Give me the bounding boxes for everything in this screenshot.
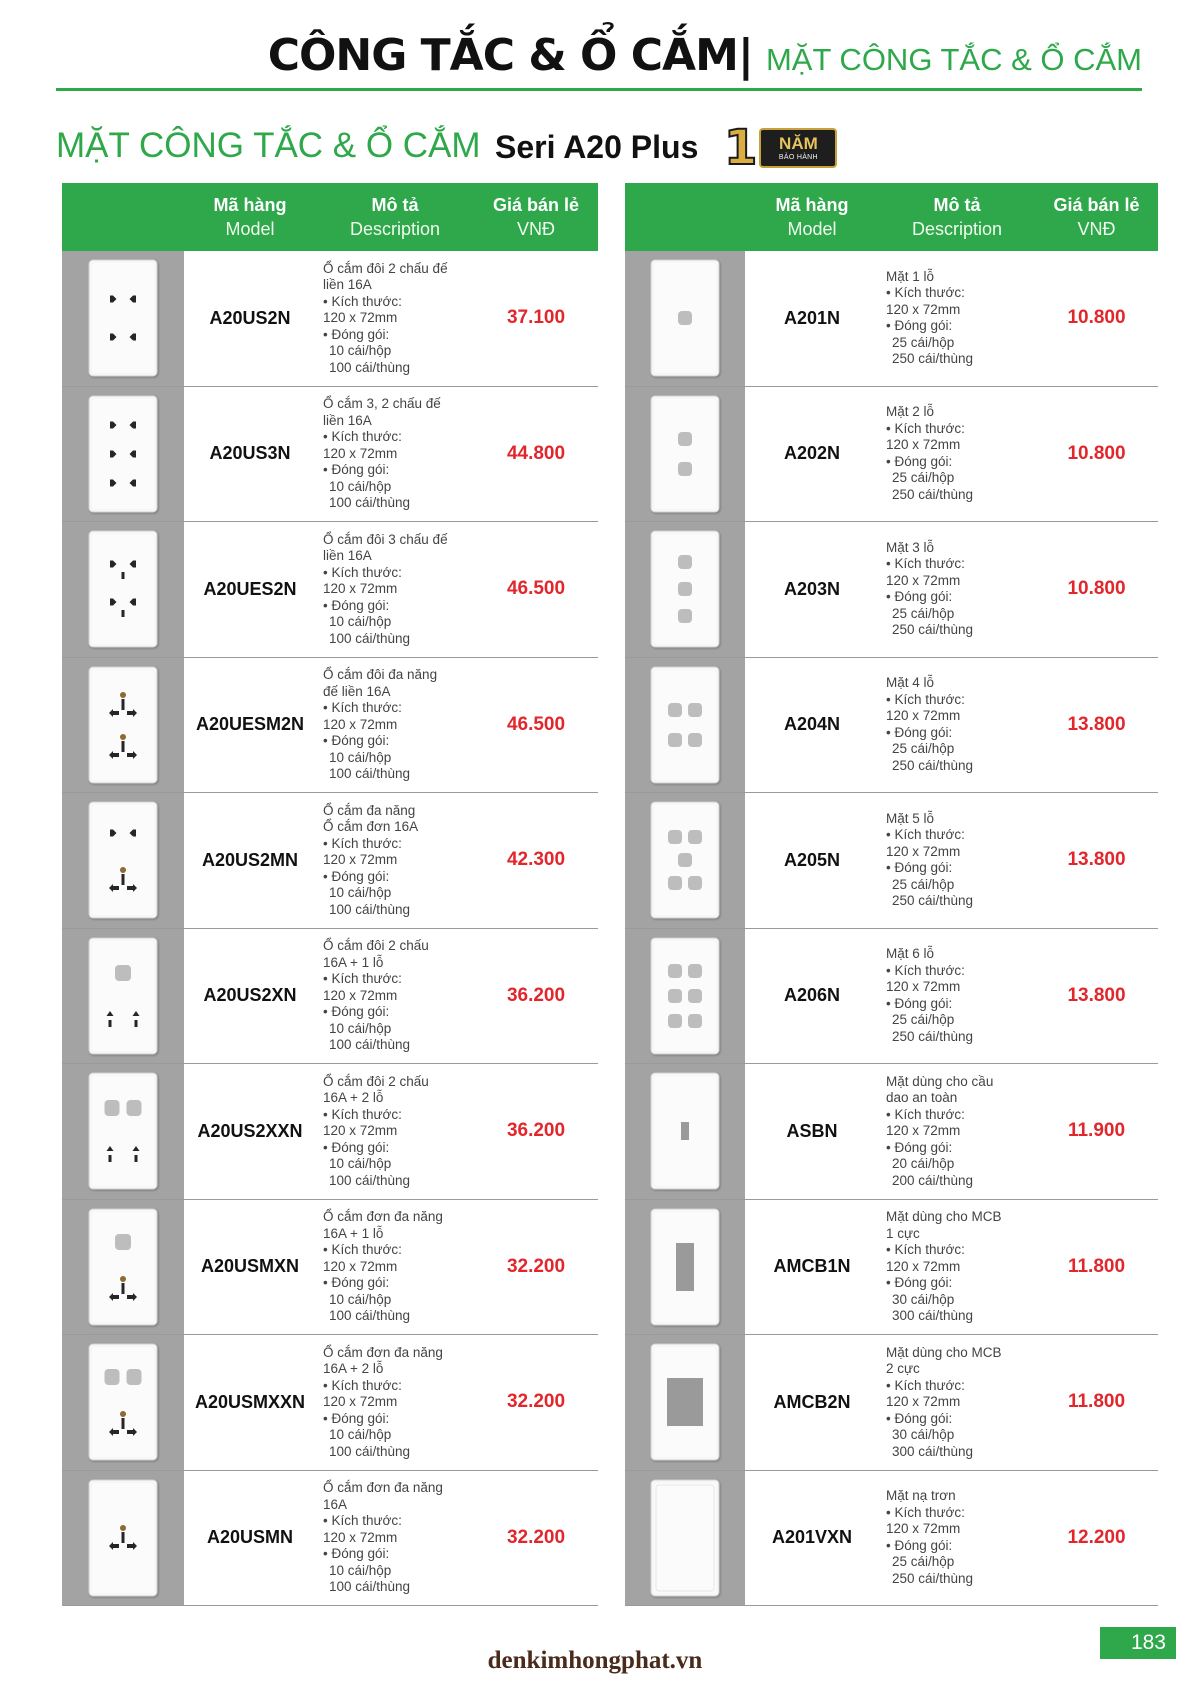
description-title-line: 16A + 1 lỗ: [323, 954, 384, 970]
size-label: • Kích thước:: [323, 835, 402, 851]
retail-price: 36.200: [506, 984, 566, 1006]
plate-5-hole-image: [650, 801, 720, 919]
packing-value: 100 cái/thùng: [329, 495, 411, 510]
description-title-line: Ổ cắm đa năng: [323, 802, 416, 818]
packing-value: 100 cái/thùng: [329, 1443, 411, 1459]
retail-price: 42.300: [506, 849, 566, 871]
retail-price: 13.800: [1067, 849, 1126, 871]
packing-value: 300 cái/thùng: [892, 1443, 974, 1459]
retail-price: 10.800: [1067, 307, 1126, 329]
page-number: 183: [1100, 1627, 1176, 1659]
image-column-header: [62, 183, 184, 251]
packing-value: 25 cái/hộp: [892, 605, 955, 621]
table-row: [62, 929, 598, 1065]
model-code: AMCB2N: [773, 1391, 851, 1412]
product-description: [316, 1200, 474, 1335]
header-divider: [56, 88, 1142, 91]
packing-value: 200 cái/thùng: [892, 1172, 974, 1188]
socket-2pin-x3-image: [88, 395, 158, 513]
product-description: [879, 522, 1035, 657]
product-image-cell: [625, 658, 745, 793]
table-body: [625, 251, 1158, 1606]
retail-price: 32.200: [506, 1391, 566, 1413]
title-separator: |: [737, 30, 754, 81]
model-code: A20USMN: [206, 1527, 294, 1548]
description-title-line: Ổ cắm đôi 2 chấu đế: [323, 260, 448, 276]
description-title-line: Mặt 2 lỗ: [886, 404, 935, 420]
table-row: [625, 658, 1158, 794]
description-title-line: Ổ cắm đơn đa năng: [323, 1480, 443, 1495]
product-description: [879, 1064, 1035, 1199]
packing-value: 25 cái/hộp: [892, 876, 955, 892]
model-code: A20US3N: [209, 443, 291, 464]
model-code: A20USMXXN: [194, 1391, 306, 1412]
warranty-years: 1: [724, 120, 758, 176]
model-column-header: [745, 183, 879, 251]
model-code: A201N: [783, 307, 841, 328]
retail-price: 11.900: [1067, 1120, 1126, 1142]
model-code: A20US2XN: [203, 985, 297, 1006]
plate-6-hole-image: [650, 937, 720, 1055]
model-header: Mã hàng: [775, 195, 849, 215]
description-title-line: dao an toàn: [886, 1090, 958, 1105]
size-label: • Kích thước:: [886, 1377, 965, 1393]
table-row: [625, 522, 1158, 658]
retail-price: 10.800: [1067, 578, 1126, 600]
packing-label: • Đóng gói:: [323, 462, 390, 477]
packing-value: 25 cái/hộp: [892, 334, 955, 350]
table-row: [62, 1471, 598, 1607]
size-value: 120 x 72mm: [886, 572, 961, 588]
size-value: 120 x 72mm: [886, 708, 961, 724]
packing-value: 250 cái/thùng: [892, 486, 974, 502]
socket-universal-2hole-image: [88, 1343, 158, 1461]
description-title-line: Mặt 1 lỗ: [886, 268, 935, 284]
size-value: 120 x 72mm: [323, 716, 398, 732]
packing-value: 250 cái/thùng: [892, 1028, 974, 1044]
packing-value: 10 cái/hộp: [329, 343, 392, 358]
description-title-line: Ổ cắm đôi 2 chấu: [323, 938, 429, 953]
size-value: 120 x 72mm: [323, 987, 398, 1003]
retail-price: 37.100: [506, 307, 566, 329]
table-row: [625, 1471, 1158, 1607]
table-row: [625, 929, 1158, 1065]
packing-value: 100 cái/thùng: [329, 359, 411, 375]
model-code: A20US2XXN: [197, 1120, 303, 1141]
packing-value: 10 cái/hộp: [329, 1291, 392, 1307]
product-description: [879, 793, 1035, 928]
table-body: [62, 251, 598, 1606]
retail-price: 46.500: [506, 713, 566, 735]
description-title-line: 16A + 2 lỗ: [323, 1361, 384, 1376]
size-label: • Kích thước:: [886, 827, 965, 843]
description-title-line: Ổ cắm đôi 2 chấu: [323, 1073, 429, 1089]
model-header-en: Model: [225, 219, 275, 239]
product-description: [879, 1200, 1035, 1335]
packing-label: • Đóng gói:: [323, 733, 390, 748]
size-label: • Kích thước:: [323, 293, 402, 309]
model-code: A20US2N: [209, 307, 291, 328]
socket-2pin-universal-image: [88, 801, 158, 919]
product-image-cell: [625, 1064, 745, 1199]
product-description: [316, 1471, 474, 1606]
table-row: [62, 251, 598, 387]
model-code: A20US2MN: [201, 849, 299, 870]
size-value: 120 x 72mm: [323, 581, 398, 596]
size-value: 120 x 72mm: [886, 979, 961, 995]
size-value: 120 x 72mm: [886, 1258, 961, 1274]
page-header: [268, 30, 1142, 81]
product-image-cell: [625, 793, 745, 928]
table-row: [62, 387, 598, 523]
packing-label: • Đóng gói:: [323, 1004, 390, 1019]
packing-label: • Đóng gói:: [323, 1410, 390, 1426]
size-value: 120 x 72mm: [886, 1521, 961, 1537]
packing-label: • Đóng gói:: [886, 1410, 953, 1426]
size-label: • Kích thước:: [323, 971, 402, 986]
description-title-line: Mặt nạ trơn: [886, 1488, 956, 1504]
retail-price: 44.800: [506, 442, 566, 464]
product-image-cell: [625, 1471, 745, 1606]
socket-universal-1hole-image: [88, 1208, 158, 1326]
size-label: • Kích thước:: [323, 429, 402, 444]
size-value: 120 x 72mm: [886, 1123, 961, 1138]
packing-label: • Đóng gói:: [886, 724, 953, 740]
table-header: [625, 183, 1158, 251]
size-value: 120 x 72mm: [886, 301, 961, 317]
table-row: [625, 1200, 1158, 1336]
description-title-line: Mặt dùng cho MCB: [886, 1209, 1002, 1224]
product-description: [879, 387, 1035, 522]
plate-blank-image: [650, 1479, 720, 1597]
product-description: [879, 251, 1035, 386]
model-code: A203N: [783, 578, 841, 599]
description-title-line: 1 cực: [886, 1225, 920, 1241]
size-value: 120 x 72mm: [323, 310, 398, 325]
packing-label: • Đóng gói:: [886, 318, 953, 334]
product-image-cell: [625, 1335, 745, 1470]
packing-label: • Đóng gói:: [323, 868, 390, 884]
packing-value: 30 cái/hộp: [892, 1427, 955, 1442]
product-image-cell: [62, 1471, 184, 1606]
description-title-line: Mặt 3 lỗ: [886, 539, 935, 555]
image-column-header: [625, 183, 745, 251]
product-description: [879, 1335, 1035, 1470]
retail-price: 12.200: [1067, 1526, 1126, 1548]
description-column-header: [879, 183, 1035, 251]
size-value: 120 x 72mm: [323, 1123, 398, 1138]
price-column-header: [474, 183, 598, 251]
plate-mcb-1-image: [650, 1208, 720, 1326]
packing-label: • Đóng gói:: [323, 1139, 390, 1155]
packing-value: 10 cái/hộp: [329, 885, 392, 900]
warranty-badge: [724, 120, 837, 176]
product-image-cell: [62, 929, 184, 1064]
retail-price: 46.500: [506, 578, 566, 600]
size-label: • Kích thước:: [323, 1377, 402, 1393]
packing-value: 25 cái/hộp: [892, 741, 955, 757]
model-code: AMCB1N: [773, 1256, 851, 1277]
packing-label: • Đóng gói:: [323, 597, 390, 613]
description-title-line: liền 16A: [323, 412, 372, 428]
packing-value: 10 cái/hộp: [329, 614, 392, 629]
table-row: [625, 1335, 1158, 1471]
price-header-currency: VNĐ: [1077, 219, 1116, 239]
warranty-box: [759, 128, 837, 168]
description-title-line: Mặt 6 lỗ: [886, 946, 935, 962]
product-image-cell: [62, 658, 184, 793]
packing-value: 100 cái/thùng: [329, 901, 411, 917]
packing-value: 25 cái/hộp: [892, 470, 955, 486]
price-header: Giá bán lẻ: [492, 195, 580, 215]
description-title-line: 16A: [323, 1496, 348, 1512]
size-value: 120 x 72mm: [886, 1394, 961, 1409]
packing-label: • Đóng gói:: [886, 995, 953, 1011]
description-title-line: Ổ cắm đơn đa năng: [323, 1209, 443, 1224]
packing-value: 100 cái/thùng: [329, 1579, 411, 1594]
size-value: 120 x 72mm: [886, 843, 961, 859]
product-description: [316, 251, 474, 386]
size-label: • Kích thước:: [886, 420, 965, 436]
packing-value: 10 cái/hộp: [329, 1020, 392, 1036]
packing-value: 100 cái/thùng: [329, 630, 411, 646]
product-image-cell: [62, 522, 184, 657]
retail-price: 32.200: [506, 1526, 566, 1548]
description-column-header: [316, 183, 474, 251]
plate-4-hole-image: [650, 666, 720, 784]
packing-value: 250 cái/thùng: [892, 757, 974, 773]
product-table-right: [625, 183, 1158, 1606]
size-label: • Kích thước:: [886, 1504, 965, 1520]
size-value: 120 x 72mm: [323, 852, 398, 867]
product-description: [316, 1335, 474, 1470]
model-code: A206N: [783, 985, 841, 1006]
packing-value: 250 cái/thùng: [892, 622, 974, 638]
packing-value: 250 cái/thùng: [892, 351, 974, 367]
section-title: MẶT CÔNG TẮC & Ổ CẮM: [56, 126, 481, 165]
product-image-cell: [625, 251, 745, 386]
packing-value: 10 cái/hộp: [329, 478, 392, 494]
site-watermark: denkimhongphat.vn: [487, 1647, 703, 1674]
size-value: 120 x 72mm: [323, 1394, 398, 1409]
description-title-line: Mặt 5 lỗ: [886, 810, 935, 826]
product-image-cell: [625, 929, 745, 1064]
model-header: Mã hàng: [213, 195, 287, 215]
packing-value: 100 cái/thùng: [329, 1308, 411, 1323]
packing-label: • Đóng gói:: [323, 326, 390, 342]
size-value: 120 x 72mm: [323, 1258, 398, 1274]
product-description: [316, 929, 474, 1064]
product-description: [316, 387, 474, 522]
category-subtitle: MẶT CÔNG TẮC & Ổ CẮM: [765, 42, 1142, 77]
packing-value: 20 cái/hộp: [892, 1156, 955, 1171]
table-row: [62, 793, 598, 929]
product-image-cell: [62, 1200, 184, 1335]
packing-label: • Đóng gói:: [886, 1275, 953, 1290]
model-code: A20USMXN: [200, 1256, 300, 1277]
socket-3pin-x2-image: [88, 530, 158, 648]
description-header-en: Description: [911, 219, 1003, 239]
description-title-line: 2 cực: [886, 1361, 920, 1376]
packing-value: 30 cái/hộp: [892, 1291, 955, 1307]
product-description: [316, 522, 474, 657]
size-value: 120 x 72mm: [323, 1529, 398, 1545]
model-code: A20UES2N: [203, 578, 297, 599]
product-image-cell: [625, 522, 745, 657]
size-label: • Kích thước:: [886, 1106, 965, 1122]
table-row: [62, 522, 598, 658]
warranty-label: BẢO HÀNH: [778, 153, 818, 161]
description-title-line: Ổ cắm đôi đa năng: [323, 667, 438, 682]
retail-price: 32.200: [506, 1255, 566, 1277]
packing-value: 100 cái/thùng: [329, 1037, 411, 1052]
product-image-cell: [62, 251, 184, 386]
plate-mcb-2-image: [650, 1343, 720, 1461]
retail-price: 13.800: [1067, 713, 1126, 735]
description-title-line: Ổ cắm đôi 3 chấu đế: [323, 531, 448, 547]
packing-value: 10 cái/hộp: [329, 1156, 392, 1171]
size-label: • Kích thước:: [323, 1513, 402, 1528]
table-row: [625, 793, 1158, 929]
plate-1-hole-image: [650, 259, 720, 377]
retail-price: 10.800: [1067, 442, 1126, 464]
table-row: [62, 1200, 598, 1336]
size-label: • Kích thước:: [323, 1242, 402, 1257]
retail-price: 11.800: [1067, 1255, 1126, 1277]
size-label: • Kích thước:: [886, 1242, 965, 1257]
warranty-unit: NĂM: [779, 133, 818, 153]
description-title-line: liền 16A: [323, 277, 372, 292]
size-label: • Kích thước:: [886, 691, 965, 707]
packing-label: • Đóng gói:: [886, 589, 953, 605]
description-title-line: Mặt dùng cho MCB: [886, 1344, 1002, 1360]
size-label: • Kích thước:: [323, 564, 402, 580]
table-row: [62, 658, 598, 794]
product-description: [879, 1471, 1035, 1606]
retail-price: 13.800: [1067, 984, 1126, 1006]
socket-2pin-x2-image: [88, 259, 158, 377]
description-header: Mô tả: [933, 195, 981, 215]
model-code: A20UESM2N: [195, 714, 305, 735]
packing-value: 10 cái/hộp: [329, 1562, 392, 1578]
description-title-line: Mặt 4 lỗ: [886, 675, 935, 691]
retail-price: 36.200: [506, 1120, 566, 1142]
model-code: A204N: [783, 714, 841, 735]
size-label: • Kích thước:: [886, 285, 965, 301]
description-title-line: Ổ cắm đơn đa năng: [323, 1344, 443, 1360]
product-description: [316, 1064, 474, 1199]
table-row: [625, 1064, 1158, 1200]
price-header: Giá bán lẻ: [1053, 195, 1140, 215]
socket-universal-single-image: [88, 1479, 158, 1597]
model-column-header: [184, 183, 316, 251]
product-image-cell: [62, 387, 184, 522]
size-value: 120 x 72mm: [323, 445, 398, 461]
product-description: [316, 658, 474, 793]
packing-value: 10 cái/hộp: [329, 749, 392, 765]
packing-value: 25 cái/hộp: [892, 1012, 955, 1028]
model-code: A202N: [783, 443, 841, 464]
series-name: Seri A20 Plus: [495, 129, 699, 165]
packing-label: • Đóng gói:: [886, 1537, 953, 1553]
description-title-line: đế liền 16A: [323, 683, 391, 699]
table-row: [62, 1335, 598, 1471]
retail-price: 11.800: [1067, 1391, 1126, 1413]
plate-3-hole-image: [650, 530, 720, 648]
size-label: • Kích thước:: [886, 962, 965, 978]
size-label: • Kích thước:: [886, 556, 965, 572]
size-label: • Kích thước:: [323, 1106, 402, 1122]
product-image-cell: [625, 1200, 745, 1335]
description-header-en: Description: [349, 219, 441, 239]
packing-value: 300 cái/thùng: [892, 1308, 974, 1323]
description-title-line: 16A + 2 lỗ: [323, 1090, 384, 1105]
plate-2-hole-image: [650, 395, 720, 513]
model-code: A205N: [783, 849, 841, 870]
table-row: [62, 1064, 598, 1200]
description-title-line: Ổ cắm 3, 2 chấu đế: [323, 396, 441, 411]
description-header: Mô tả: [371, 195, 419, 215]
model-code: ASBN: [786, 1120, 838, 1141]
product-image-cell: [62, 1064, 184, 1199]
socket-universal-x2-image: [88, 666, 158, 784]
packing-value: 100 cái/thùng: [329, 766, 411, 781]
socket-2pin-x2-2hole-image: [88, 1072, 158, 1190]
price-header-currency: VNĐ: [516, 219, 555, 239]
packing-value: 25 cái/hộp: [892, 1554, 955, 1570]
product-table-left: [62, 183, 598, 1606]
socket-2pin-x2-1hole-image: [88, 937, 158, 1055]
product-description: [879, 658, 1035, 793]
product-image-cell: [625, 387, 745, 522]
packing-label: • Đóng gói:: [886, 860, 953, 876]
product-description: [316, 793, 474, 928]
table-header: [62, 183, 598, 251]
product-image-cell: [62, 793, 184, 928]
plate-safety-switch-image: [650, 1072, 720, 1190]
model-code: A201VXN: [771, 1527, 853, 1548]
packing-value: 100 cái/thùng: [329, 1172, 411, 1188]
category-title: CÔNG TẮC & Ổ CẮM: [267, 30, 738, 81]
packing-label: • Đóng gói:: [886, 1139, 953, 1155]
price-column-header: [1035, 183, 1158, 251]
product-description: [879, 929, 1035, 1064]
product-image-cell: [62, 1335, 184, 1470]
size-value: 120 x 72mm: [886, 437, 961, 453]
description-title-line: Ổ cắm đơn 16A: [323, 819, 419, 834]
description-title-line: 16A + 1 lỗ: [323, 1225, 384, 1241]
packing-value: 250 cái/thùng: [892, 1570, 974, 1586]
description-title-line: liền 16A: [323, 548, 372, 563]
packing-label: • Đóng gói:: [886, 453, 953, 469]
description-title-line: Mặt dùng cho cầu: [886, 1073, 994, 1089]
model-header-en: Model: [787, 219, 837, 239]
size-label: • Kích thước:: [323, 700, 402, 715]
table-row: [625, 251, 1158, 387]
packing-value: 10 cái/hộp: [329, 1427, 392, 1442]
packing-label: • Đóng gói:: [323, 1546, 390, 1561]
packing-value: 250 cái/thùng: [892, 893, 974, 909]
packing-label: • Đóng gói:: [323, 1275, 390, 1290]
table-row: [625, 387, 1158, 523]
